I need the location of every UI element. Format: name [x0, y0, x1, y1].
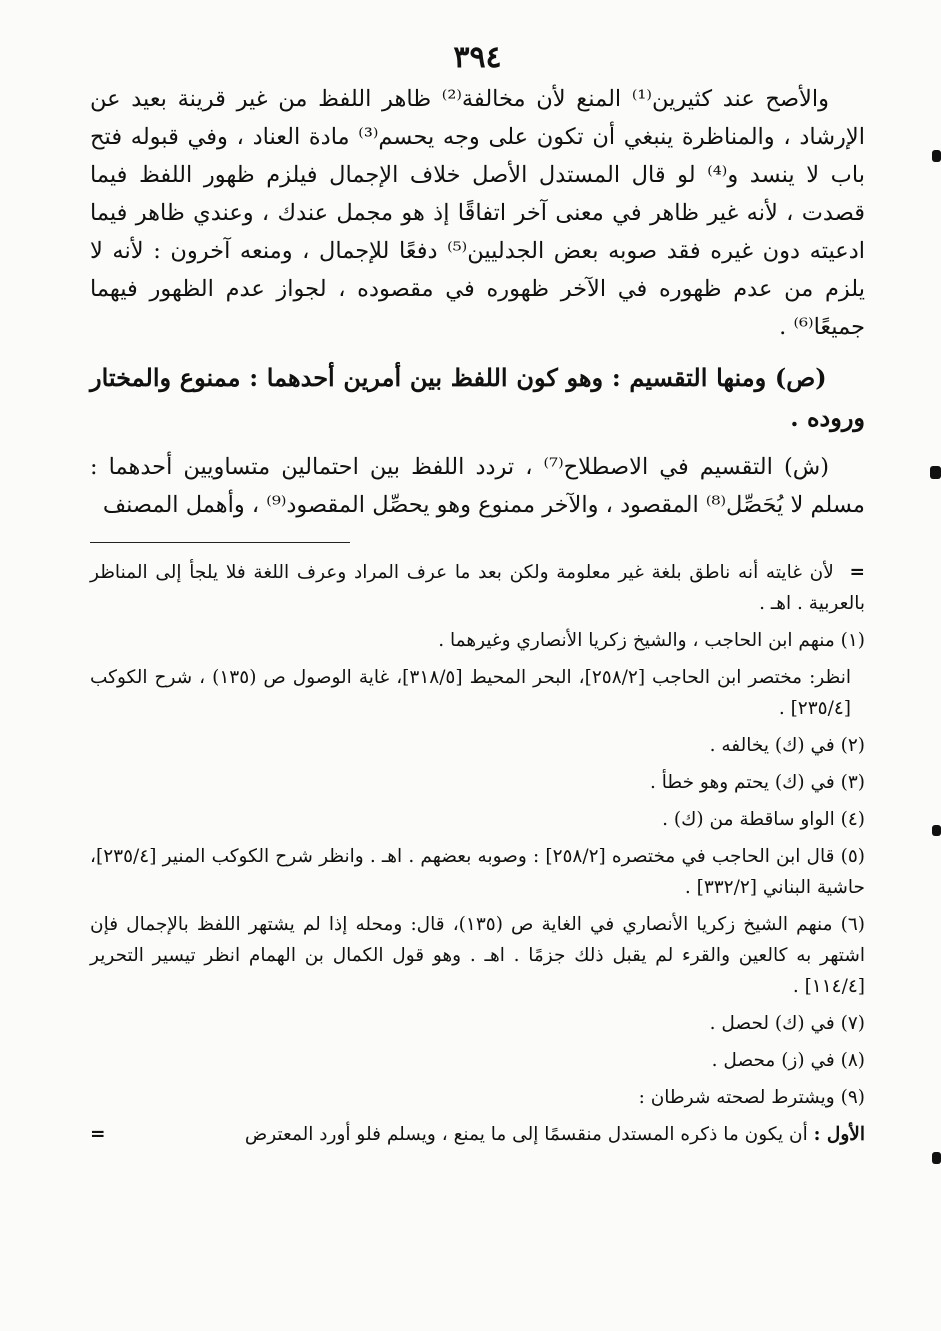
- edge-mark-4: [932, 1152, 941, 1164]
- continuation-text: لأن غايته أنه ناطق بلغة غير معلومة ولكن بعد ما عرف المراد وعرف اللغة فلا يلجأ إلى المناظر بالعربية . اهـ .: [90, 562, 865, 614]
- footnote-1-sources: انظر: مختصر ابن الحاجب [٢٥٨/٢]، البحر المحيط [٣١٨/٥]، غاية الوصول ص (١٣٥) ، شرح الكوكب [٢٣٥/٤] .: [90, 667, 851, 719]
- footnote-2: (٢) في (ك) يخالفه .: [709, 735, 865, 756]
- continues-marker: =: [90, 1124, 106, 1145]
- footnote-continuation: [90, 557, 865, 619]
- footnote-3: (٣) في (ك) يحتم وهو خطأ .: [650, 772, 865, 793]
- edge-mark-2: [930, 466, 941, 479]
- edge-mark-3: [932, 825, 941, 836]
- page-number: ٣٩٤: [453, 40, 502, 75]
- footnote-6: (٦) منهم الشيخ زكريا الأنصاري في الغاية ص (١٣٥)، قال: ومحله إذا لم يشتهر اللفظ بالإجمال فإن اشتهر به كالعين والقرء لم يقبل ذلك جزمًا . اهـ . وهو قول الكمال بن الهمام انظر تيسير التحرير [١١٤/٤] .: [90, 914, 865, 997]
- edge-mark-1: [932, 150, 941, 162]
- book-page: [90, 38, 865, 1156]
- paragraph-main: والأصح عند كثيرين⁽¹⁾ المنع لأن مخالفة⁽²⁾ ظاهر اللفظ من غير قرينة بعيد عن الإرشاد ، والمناظرة ينبغي أن تكون على وجه يحسم⁽³⁾ مادة العناد ، وفي قبوله فتح باب لا ينسد و⁽⁴⁾ لو قال المستدل الأصل خلاف الإجمال فيلزم ظهور اللفظ فيما قصدت ، لأنه غير ظاهر في معنى آخر اتفاقًا إذ هو مجمل عندك ، وعندي ظاهر فيما ادعيته دون غيره فقد صوبه بعض الجدليين⁽⁵⁾ دفعًا للإجمال ، ومنعه آخرون : لأنه لا يلزم من عدم ظهوره في الآخر ظهوره في مقصوده ، لجواز عدم الظهور فيهما جميعًا⁽⁶⁾ .: [90, 86, 865, 340]
- first-condition-label: الأول :: [813, 1124, 865, 1145]
- footnote-divider: [90, 542, 350, 543]
- continuation-marker: =: [849, 562, 865, 583]
- footnote-divider-wrap: [90, 542, 865, 543]
- first-condition-text: أن يكون ما ذكره المستدل منقسمًا إلى ما يمنع ، ويسلم فلو أورد المعترض: [244, 1124, 808, 1145]
- footnote-9-first-condition: [90, 1119, 865, 1150]
- main-text: [90, 80, 865, 524]
- footnotes: [90, 557, 865, 1150]
- sharh-paragraph: (ش) التقسيم في الاصطلاح⁽⁷⁾ ، تردد اللفظ بين احتمالين متساويين أحدهما : مسلم لا يُحَصِّل⁽⁸⁾ المقصود ، والآخر ممنوع وهو يحصِّل المقصود⁽⁹⁾ ، وأهمل المصنف: [90, 454, 865, 518]
- footnote-7: (٧) في (ك) لحصل .: [709, 1013, 865, 1034]
- footnote-5: (٥) قال ابن الحاجب في مختصره [٢٥٨/٢] : وصوبه بعضهم . اهـ . وانظر شرح الكوكب المنير [٢٣٥/٤]، حاشية البناني [٣٣٢/٢] .: [90, 846, 865, 898]
- footnote-8: (٨) في (ز) محصل .: [711, 1050, 865, 1071]
- matn-paragraph: (ص) ومنها التقسيم : وهو كون اللفظ بين أمرين أحدهما : ممنوع والمختار وروده .: [90, 363, 865, 432]
- footnote-1: (١) منهم ابن الحاجب ، والشيخ زكريا الأنصاري وغيرهما .: [438, 630, 865, 651]
- footnote-9: (٩) ويشترط لصحته شرطان :: [638, 1087, 865, 1108]
- footnote-4: (٤) الواو ساقطة من (ك) .: [662, 809, 865, 830]
